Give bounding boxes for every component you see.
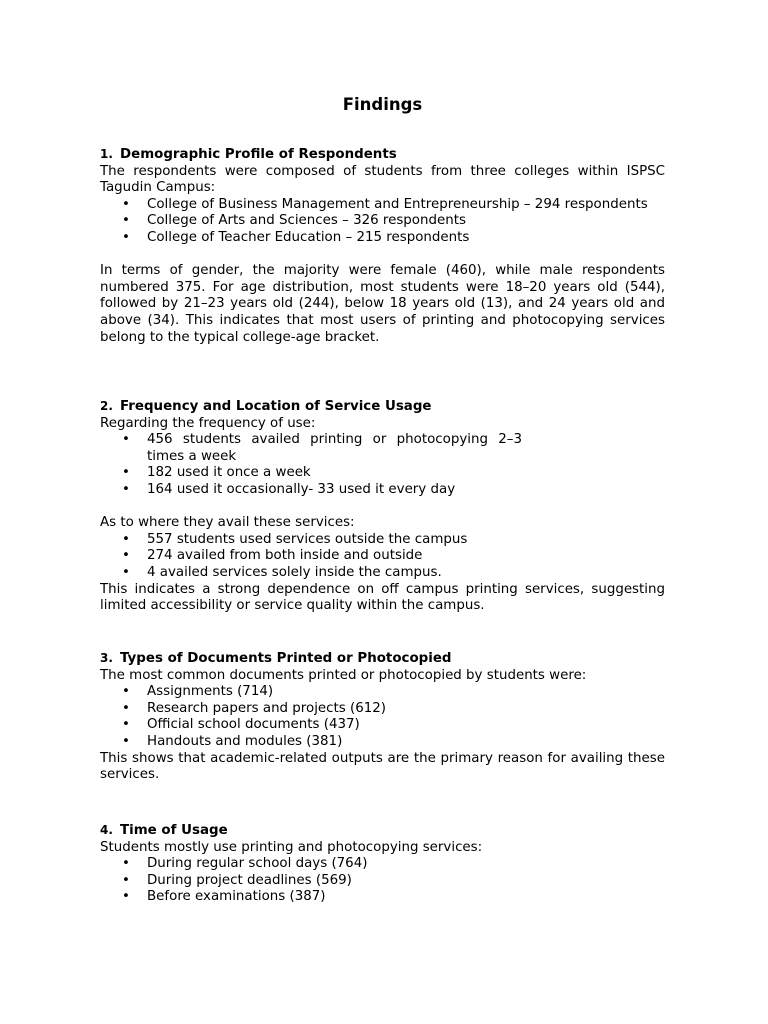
section-heading	[100, 650, 665, 668]
section-number: 1.	[100, 147, 113, 161]
list-item-text: 456 students availed printing or photocopying 2–3 times a week	[147, 432, 522, 464]
section-heading	[100, 822, 665, 840]
bullet-icon: •	[122, 548, 130, 564]
list-item-text: College of Business Management and Entrepreneurship – 294 respondents	[147, 196, 648, 212]
section-title: Frequency and Location of Service Usage	[120, 399, 432, 414]
bullet-icon: •	[122, 229, 130, 245]
list-item	[100, 701, 665, 718]
bullet-list-2	[100, 532, 665, 582]
section-intro: The most common documents printed or photocopied by students were:	[100, 667, 587, 683]
list-item-text: College of Arts and Sciences – 326 respondents	[147, 213, 466, 229]
bullet-list	[100, 684, 665, 750]
list-item-text: College of Teacher Education – 215 respondents	[147, 229, 470, 245]
list-item	[100, 197, 665, 214]
list-item-text: 557 students used services outside the campus	[147, 531, 468, 547]
bullet-icon: •	[122, 733, 130, 749]
section-number: 3.	[100, 651, 113, 665]
list-item-text: Before examinations (387)	[147, 889, 326, 905]
list-item	[100, 873, 665, 890]
section-number: 2.	[100, 399, 113, 413]
list-item	[100, 684, 665, 701]
bullet-icon: •	[122, 872, 130, 888]
bullet-icon: •	[122, 531, 130, 547]
bullet-list	[100, 197, 665, 247]
section-number: 4.	[100, 823, 113, 837]
section-time-of-usage	[100, 822, 665, 906]
section-heading	[100, 146, 665, 164]
bullet-icon: •	[122, 196, 130, 212]
bullet-list	[100, 432, 665, 498]
section-title: Demographic Profile of Respondents	[120, 147, 397, 162]
section-title: Time of Usage	[120, 823, 228, 838]
list-item	[100, 856, 665, 873]
bullet-icon: •	[122, 700, 130, 716]
bullet-icon: •	[122, 889, 130, 905]
section-frequency-location	[100, 398, 665, 615]
section-demographic-profile	[100, 146, 665, 346]
bullet-icon: •	[122, 717, 130, 733]
list-item	[100, 717, 665, 734]
list-item-text: During regular school days (764)	[147, 856, 368, 872]
section-heading	[100, 398, 665, 416]
section-intro-2: As to where they avail these services:	[100, 515, 355, 531]
section-paragraph: In terms of gender, the majority were female (460), while male respondents numbered 375. For age distribution, most students were 18–20 years old (544), followed by 21–23 years old (244), below 18 years old (13), and 24 years old and above (34). This indicates that most users of printing and photocopying services belong to the typical college-age bracket.	[100, 263, 665, 345]
list-item	[100, 565, 665, 582]
section-conclusion: This indicates a strong dependence on off campus printing services, suggesting limited accessibility or service quality within the campus.	[100, 581, 665, 614]
list-item	[100, 465, 665, 482]
list-item-text: Research papers and projects (612)	[147, 700, 387, 716]
bullet-icon: •	[122, 684, 130, 700]
list-item	[100, 230, 665, 247]
section-intro: Students mostly use printing and photocopying services:	[100, 839, 483, 855]
list-item	[100, 889, 665, 906]
bullet-icon: •	[122, 432, 130, 448]
list-item-text: 182 used it once a week	[147, 465, 311, 481]
list-item-text: 274 availed from both inside and outside	[147, 548, 423, 564]
list-item-text: Official school documents (437)	[147, 717, 360, 733]
section-conclusion: This shows that academic-related outputs are the primary reason for availing these services.	[100, 750, 665, 783]
section-title: Types of Documents Printed or Photocopied	[120, 651, 452, 666]
list-item	[100, 213, 665, 230]
list-item	[100, 482, 665, 499]
list-item	[100, 734, 665, 751]
list-item-text: Assignments (714)	[147, 684, 274, 700]
bullet-icon: •	[122, 564, 130, 580]
bullet-icon: •	[122, 465, 130, 481]
page-title: Findings	[342, 95, 423, 114]
bullet-icon: •	[122, 481, 130, 497]
list-item	[100, 548, 665, 565]
list-item-text: 164 used it occasionally- 33 used it every day	[147, 481, 456, 497]
section-intro: The respondents were composed of students from three colleges within ISPSC Tagudin Campus:	[100, 163, 665, 196]
list-item-text: 4 availed services solely inside the campus.	[147, 564, 442, 580]
bullet-icon: •	[122, 856, 130, 872]
bullet-list	[100, 856, 665, 906]
section-document-types	[100, 650, 665, 784]
list-item-text: During project deadlines (569)	[147, 872, 352, 888]
list-item	[100, 432, 522, 465]
list-item-text: Handouts and modules (381)	[147, 733, 343, 749]
section-intro: Regarding the frequency of use:	[100, 415, 316, 431]
bullet-icon: •	[122, 213, 130, 229]
list-item	[100, 532, 665, 549]
